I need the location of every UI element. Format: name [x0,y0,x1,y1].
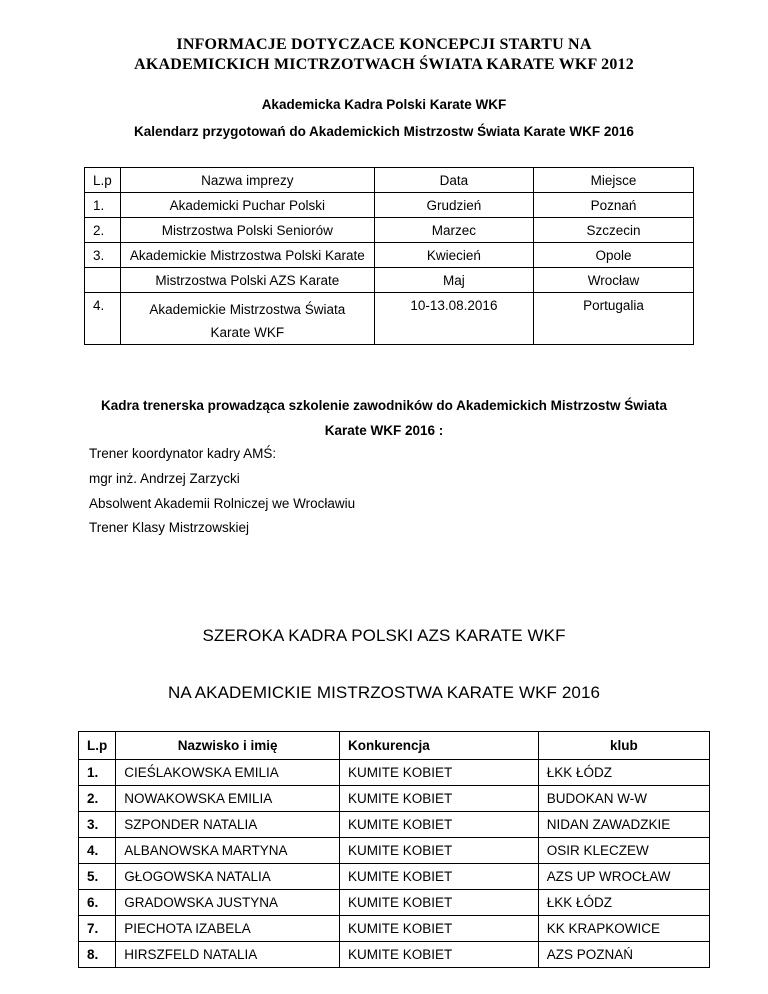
event-cell: KUMITE KOBIET [340,812,539,838]
header-cell: L.p [85,168,121,193]
lp-cell: 3. [79,812,116,838]
event-cell: KUMITE KOBIET [340,786,539,812]
squad-heading-line2: NA AKADEMICKIE MISTRZOSTWA KARATE WKF 2016 [167,683,601,702]
coach-name: mgr inż. Andrzej Zarzycki [89,471,240,486]
event-name-cell: Mistrzostwa Polski AZS Karate [120,268,374,293]
event-date-cell: Grudzień [374,193,533,218]
table-row [79,760,710,786]
athlete-name-cell: NOWAKOWSKA EMILIA [116,786,340,812]
lp-cell: 1. [85,193,121,218]
header-cell: Data [374,168,533,193]
lp-cell: 3. [85,243,121,268]
event-place-cell: Portugalia [533,293,693,345]
event-name-line2: Karate WKF [210,325,285,340]
header-cell: Miejsce [533,168,693,193]
table-row [79,812,710,838]
lp-cell: 4. [79,838,116,864]
coaches-heading-line1: Kadra trenerska prowadząca szkolenie zawodników do Akademickich Mistrzostw Świata [101,398,667,413]
coach-class: Trener Klasy Mistrzowskiej [89,520,250,535]
squad-table [78,731,710,968]
athlete-name-cell: CIEŚLAKOWSKA EMILIA [116,760,340,786]
event-place-cell: Opole [533,243,693,268]
document-title-line1: INFORMACJE DOTYCZACE KONCEPCJI STARTU NA [176,36,592,53]
header-cell: Konkurencja [340,732,539,760]
event-date-cell: Kwiecień [374,243,533,268]
club-cell: AZS UP WROCŁAW [538,864,709,890]
header-cell: klub [538,732,709,760]
club-cell: KK KRAPKOWICE [538,916,709,942]
table-row [85,293,694,345]
lp-cell [85,268,121,293]
calendar-header-row [85,168,694,193]
table-row [79,838,710,864]
lp-cell: 4. [85,293,121,345]
header-cell: Nazwa imprezy [120,168,374,193]
event-place-cell: Wrocław [533,268,693,293]
event-place-cell: Szczecin [533,218,693,243]
event-name-cell [120,293,374,345]
header-cell: L.p [79,732,116,760]
table-row [79,864,710,890]
event-name-cell: Akademickie Mistrzostwa Polski Karate [120,243,374,268]
header-cell: Nazwisko i imię [116,732,340,760]
document-title-line2: AKADEMICKICH MICTRZOTWACH ŚWIATA KARATE WKF 2012 [134,56,634,73]
table-row [79,916,710,942]
athlete-name-cell: PIECHOTA IZABELA [116,916,340,942]
club-cell: BUDOKAN W-W [538,786,709,812]
athlete-name-cell: HIRSZFELD NATALIA [116,942,340,968]
table-row [79,890,710,916]
athlete-name-cell: GRADOWSKA JUSTYNA [116,890,340,916]
lp-cell: 8. [79,942,116,968]
coach-education: Absolwent Akademii Rolniczej we Wrocławiu [89,496,356,511]
club-cell: NIDAN ZAWADZKIE [538,812,709,838]
coach-role: Trener koordynator kadry AMŚ: [89,446,277,461]
club-cell: OSIR KLECZEW [538,838,709,864]
lp-cell: 2. [85,218,121,243]
table-row [85,243,694,268]
event-name-cell: Akademicki Puchar Polski [120,193,374,218]
squad-header-row [79,732,710,760]
table-row [85,268,694,293]
squad-heading-line1: SZEROKA KADRA POLSKI AZS KARATE WKF [202,626,566,645]
club-cell: ŁKK ŁÓDZ [538,760,709,786]
event-cell: KUMITE KOBIET [340,760,539,786]
subtitle-calendar: Kalendarz przygotowań do Akademickich Mistrzostw Świata Karate WKF 2016 [134,124,634,139]
table-row [85,193,694,218]
event-name-line1: Akademickie Mistrzostwa Świata [149,302,346,317]
lp-cell: 2. [79,786,116,812]
athlete-name-cell: SZPONDER NATALIA [116,812,340,838]
lp-cell: 5. [79,864,116,890]
event-date-cell: Maj [374,268,533,293]
event-cell: KUMITE KOBIET [340,864,539,890]
event-date-cell: 10-13.08.2016 [374,293,533,345]
event-cell: KUMITE KOBIET [340,916,539,942]
event-date-cell: Marzec [374,218,533,243]
lp-cell: 6. [79,890,116,916]
club-cell: ŁKK ŁÓDZ [538,890,709,916]
event-cell: KUMITE KOBIET [340,942,539,968]
coaches-heading-line2: Karate WKF 2016 : [324,423,444,438]
event-name-cell: Mistrzostwa Polski Seniorów [120,218,374,243]
club-cell: AZS POZNAŃ [538,942,709,968]
calendar-table [84,167,694,345]
athlete-name-cell: GŁOGOWSKA NATALIA [116,864,340,890]
table-row [79,942,710,968]
event-cell: KUMITE KOBIET [340,890,539,916]
event-cell: KUMITE KOBIET [340,838,539,864]
table-row [85,218,694,243]
lp-cell: 7. [79,916,116,942]
subtitle-kadra: Akademicka Kadra Polski Karate WKF [261,97,507,112]
lp-cell: 1. [79,760,116,786]
table-row [79,786,710,812]
event-place-cell: Poznań [533,193,693,218]
athlete-name-cell: ALBANOWSKA MARTYNA [116,838,340,864]
